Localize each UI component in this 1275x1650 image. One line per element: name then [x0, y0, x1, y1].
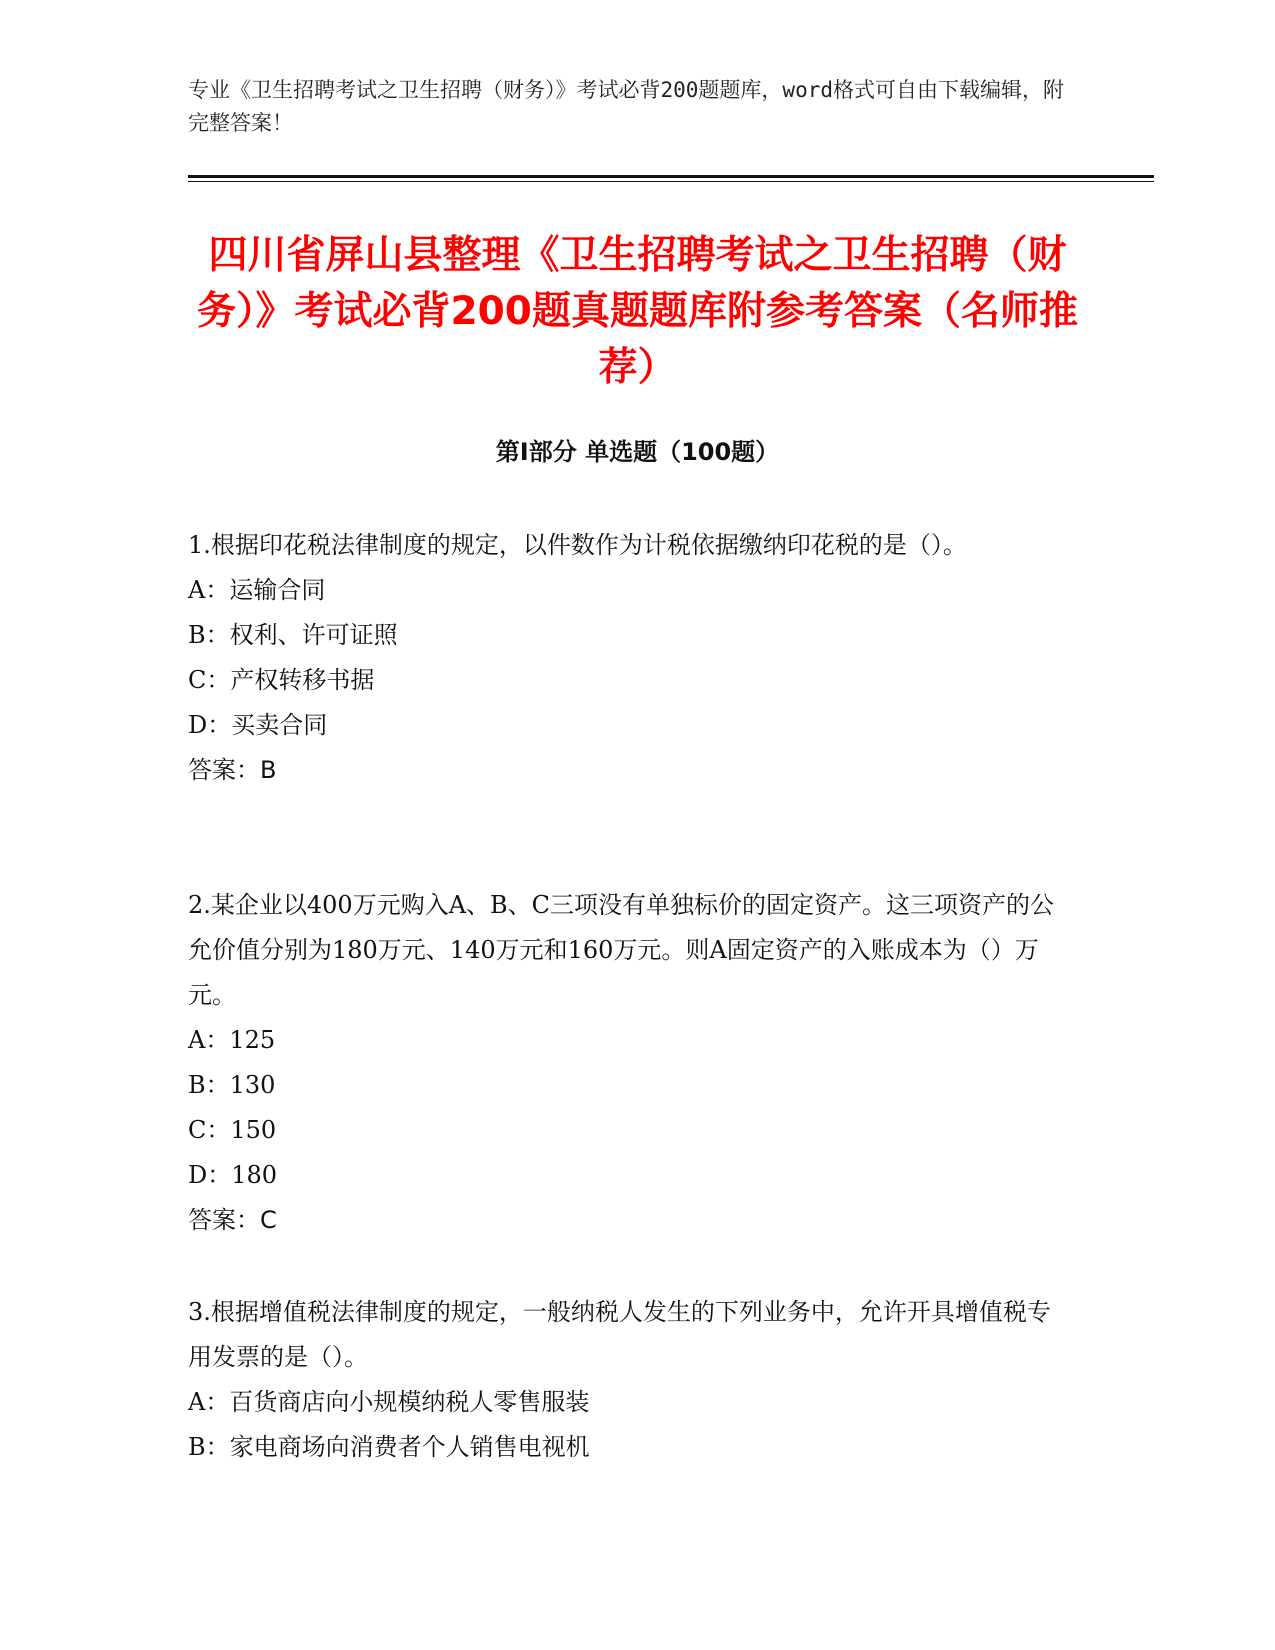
option-a: A：125	[188, 1026, 276, 1054]
option-d: D：180	[188, 1161, 278, 1189]
option-d: D：买卖合同	[188, 711, 328, 739]
answer-line: 答案：C	[188, 1206, 277, 1234]
section-heading: 第I部分 单选题（100题）	[495, 438, 780, 466]
option-c: C：150	[188, 1116, 277, 1144]
question-1	[188, 523, 1068, 793]
question-stem: 3.根据增值税法律制度的规定，一般纳税人发生的下列业务中，允许开具增值税专用发票的是（）。	[188, 1298, 1051, 1371]
option-b: B：130	[188, 1071, 276, 1099]
header-divider-thin	[188, 181, 1154, 182]
document-title: 四川省屏山县整理《卫生招聘考试之卫生招聘（财务）》考试必背200题真题题库附参考答案（名师推荐）	[197, 233, 1078, 390]
option-a: A：百货商店向小规模纳税人零售服装	[188, 1388, 590, 1416]
question-stem: 2.某企业以400万元购入A、B、C三项没有单独标价的固定资产。这三项资产的公允价值分别为180万元、140万元和160万元。则A固定资产的入账成本为（）万元。	[188, 891, 1055, 1009]
question-2	[188, 883, 1068, 1243]
header-divider-thick	[188, 175, 1154, 178]
option-a: A：运输合同	[188, 576, 326, 604]
question-3	[188, 1290, 1068, 1470]
question-stem: 1.根据印花税法律制度的规定，以件数作为计税依据缴纳印花税的是（）。	[188, 531, 967, 559]
option-b: B：权利、许可证照	[188, 621, 398, 649]
option-b: B：家电商场向消费者个人销售电视机	[188, 1433, 590, 1461]
header-note: 专业《卫生招聘考试之卫生招聘（财务）》考试必背200题题库，word格式可自由下载编辑，附完整答案！	[188, 78, 1064, 135]
answer-line: 答案：B	[188, 756, 277, 784]
option-c: C：产权转移书据	[188, 666, 375, 694]
